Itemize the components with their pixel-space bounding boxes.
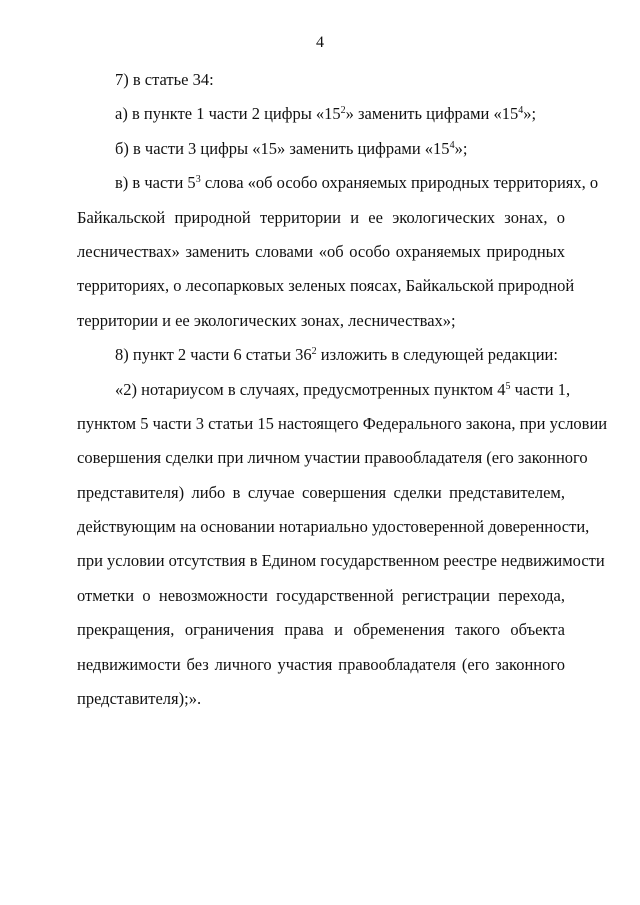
text-run: 8) пункт 2 части 6 статьи 36 <box>115 345 312 365</box>
superscript: 2 <box>311 346 317 358</box>
text-run: при условии отсутствия в Едином государственном реестре недвижимости <box>77 551 605 571</box>
text-line <box>77 483 565 517</box>
page-number: 4 <box>316 34 324 51</box>
text-run: действующим на основании нотариально удостоверенной доверенности, <box>77 517 590 537</box>
document-body <box>77 70 608 723</box>
text-run: б) в части 3 цифры «15» заменить цифрами «15 <box>115 138 450 158</box>
text-run: территории и ее экологических зонах, лесничествах»; <box>77 310 456 330</box>
text-run: изложить в следующей редакции: <box>316 345 558 365</box>
text-line <box>77 551 605 585</box>
text-run: отметки о невозможности государственной регистрации перехода, <box>77 585 565 605</box>
superscript: 5 <box>505 380 511 392</box>
text-line <box>77 345 565 379</box>
text-run: представителя) либо в случае совершения сделки представителем, <box>77 482 565 502</box>
text-run: а) в пункте 1 части 2 цифры «15 <box>115 104 341 124</box>
text-line <box>77 620 565 654</box>
text-run: лесничествах» заменить словами «об особо охраняемых природных <box>77 241 565 261</box>
superscript: 4 <box>449 139 455 151</box>
text-run: совершения сделки при личном участии правообладателя (его законного <box>77 448 588 468</box>
text-line <box>77 689 565 723</box>
text-run: 7) в статье 34: <box>115 70 214 89</box>
text-line <box>77 379 571 414</box>
superscript: 2 <box>340 105 346 117</box>
superscript: 3 <box>195 174 201 186</box>
text-run: территориях, о лесопарковых зеленых поясах, Байкальской природной <box>77 276 575 296</box>
text-line <box>77 70 565 104</box>
text-run: пунктом 5 части 3 статьи 15 настоящего Федерального закона, при условии <box>77 413 608 433</box>
text-run: «2) нотариусом в случаях, предусмотренных пунктом 4 <box>115 379 506 399</box>
text-line <box>77 413 608 448</box>
text-run: слова «об особо охраняемых природных территориях, о <box>200 173 599 193</box>
text-run: в) в части 5 <box>115 173 196 193</box>
text-run: представителя);». <box>77 689 202 709</box>
text-run: части 1, <box>510 379 571 399</box>
text-line <box>77 242 565 276</box>
text-line <box>77 208 565 242</box>
text-run: »; <box>523 104 537 124</box>
text-line <box>77 448 588 482</box>
text-run: недвижимости без личного участия правообладателя (его законного <box>77 654 565 674</box>
text-line <box>77 655 565 689</box>
text-run: прекращения, ограничения права и обременения такого объекта <box>77 620 565 640</box>
text-run: »; <box>454 138 468 158</box>
text-line <box>77 276 575 310</box>
text-line <box>77 173 599 207</box>
superscript: 4 <box>518 105 524 117</box>
text-line <box>77 586 565 620</box>
text-line <box>77 104 565 138</box>
text-run: Байкальской природной территории и ее экологических зонах, о <box>77 207 565 227</box>
text-line <box>77 517 590 551</box>
text-run: » заменить цифрами «15 <box>345 104 519 124</box>
text-line <box>77 139 565 173</box>
text-line <box>77 311 565 345</box>
